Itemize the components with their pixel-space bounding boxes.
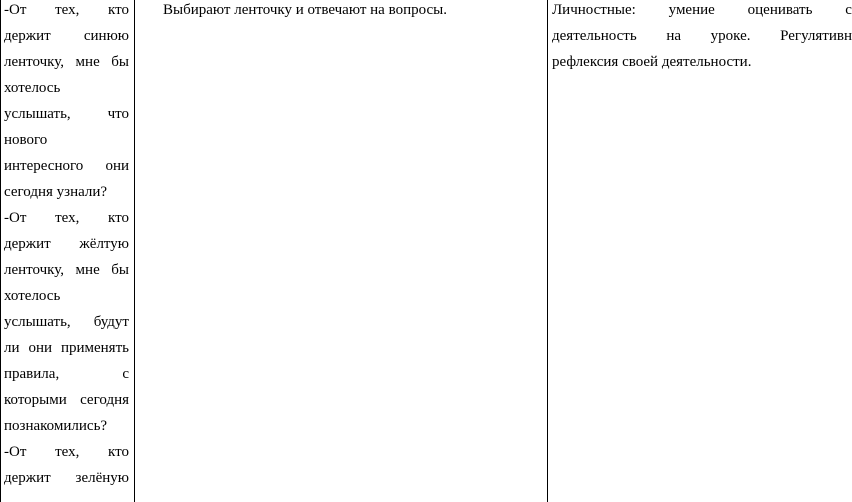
word: услышать, — [4, 314, 71, 330]
justified-line — [4, 260, 129, 281]
word: тех, — [55, 2, 80, 18]
cell-text-line: рефлексия своей деятельности. — [552, 54, 752, 70]
word: держит — [4, 470, 51, 486]
table-cell-teacher-activity — [4, 0, 129, 494]
cell-text-line — [4, 468, 129, 494]
table-border-col2 — [547, 0, 548, 502]
justified-line — [552, 26, 852, 47]
word: ленточку, — [4, 262, 65, 278]
table-cell-learning-outcomes — [552, 0, 852, 78]
cell-text-line: хотелось — [4, 80, 61, 96]
word: которыми — [4, 392, 67, 408]
word: -От — [4, 444, 27, 460]
word: услышать, — [4, 106, 71, 122]
cell-text-line: сегодня узнали? — [4, 184, 108, 200]
justified-line — [4, 208, 129, 229]
cell-text-line — [4, 338, 129, 364]
word: бы — [111, 54, 129, 70]
justified-line — [4, 26, 129, 47]
cell-text-line — [4, 364, 129, 390]
word: ли — [4, 340, 20, 356]
word: мне — [75, 54, 100, 70]
cell-text-line: Выбирают ленточку и отвечают на вопросы. — [163, 2, 447, 18]
justified-line — [4, 364, 129, 385]
justified-line — [4, 52, 129, 73]
word: они — [28, 340, 53, 356]
word: жёлтую — [79, 236, 129, 252]
word: Личностные: — [552, 2, 636, 18]
cell-text-line — [4, 312, 129, 338]
justified-line — [4, 104, 129, 125]
cell-text-line — [4, 234, 129, 260]
word: -От — [4, 210, 27, 226]
cell-text-line — [552, 0, 852, 26]
justified-line — [4, 338, 129, 359]
cell-text-line — [4, 104, 129, 130]
word: синюю — [83, 28, 129, 44]
word: уроке. — [710, 28, 751, 44]
word: кто — [108, 210, 129, 226]
justified-line — [4, 442, 129, 463]
table-border-col1 — [134, 0, 135, 502]
table-border-left — [0, 0, 1, 502]
word: правила, — [4, 366, 60, 382]
word: зелёную — [75, 470, 129, 486]
word: они — [105, 158, 129, 174]
justified-line — [552, 0, 852, 21]
word: ленточку, — [4, 54, 65, 70]
cell-text-line: познакомились? — [4, 418, 108, 434]
word: с — [845, 2, 852, 18]
word: кто — [108, 444, 129, 460]
cell-text-line — [4, 52, 129, 78]
word: -От — [4, 2, 27, 18]
word: тех, — [55, 444, 80, 460]
cell-text-line — [4, 156, 129, 182]
word: оценивать — [747, 2, 813, 18]
justified-line — [4, 390, 129, 411]
justified-line — [4, 156, 129, 177]
word: будут — [93, 314, 129, 330]
justified-line — [4, 468, 129, 489]
word: с — [122, 366, 129, 382]
word: применять — [60, 340, 129, 356]
word: деятельность — [552, 28, 637, 44]
word: сегодня — [80, 392, 129, 408]
justified-line — [4, 234, 129, 255]
cell-text-line — [4, 26, 129, 52]
justified-line — [4, 312, 129, 333]
cell-text-line — [552, 26, 852, 52]
word: мне — [75, 262, 100, 278]
cell-text-line — [4, 0, 129, 26]
word: на — [666, 28, 682, 44]
cell-text-line — [4, 260, 129, 286]
word: интересного — [4, 158, 84, 174]
cell-text-line — [4, 208, 129, 234]
table-cell-student-activity — [163, 0, 533, 26]
word: держит — [4, 236, 51, 252]
cell-text-line — [4, 442, 129, 468]
word: кто — [108, 2, 129, 18]
word: Регулятивн — [780, 28, 852, 44]
word: умение — [668, 2, 715, 18]
word: бы — [111, 262, 129, 278]
word: держит — [4, 28, 51, 44]
cell-text-line: хотелось — [4, 288, 61, 304]
word: тех, — [55, 210, 80, 226]
cell-text-line: нового — [4, 132, 48, 148]
cell-text-line — [4, 390, 129, 416]
word: что — [107, 106, 129, 122]
justified-line — [4, 0, 129, 21]
